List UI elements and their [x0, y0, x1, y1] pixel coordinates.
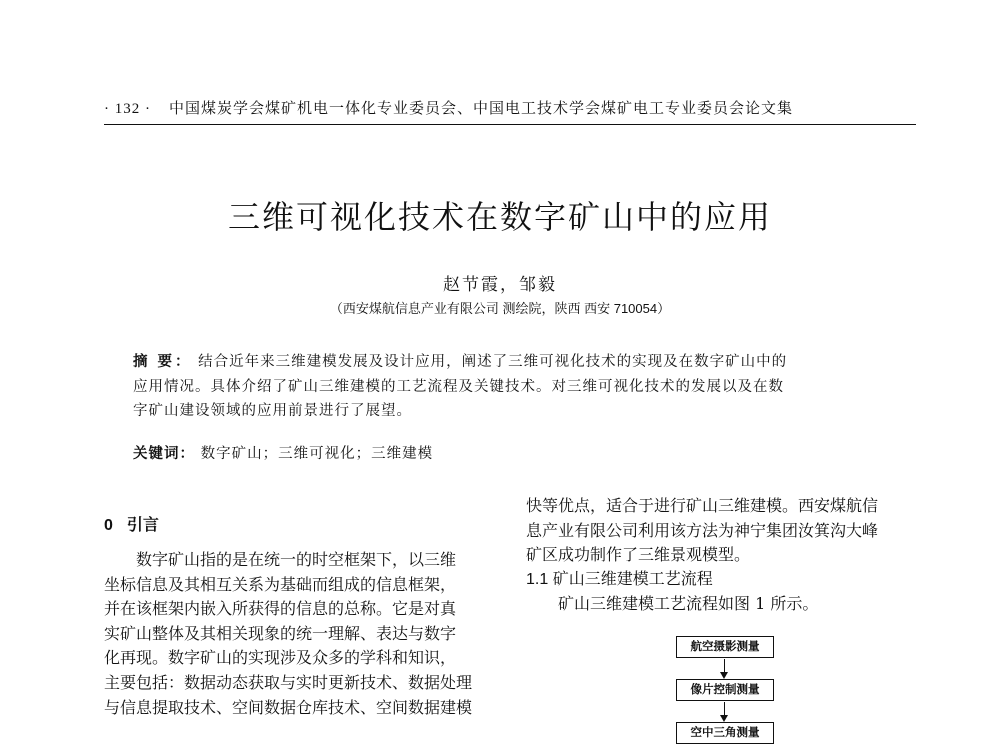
section-number: 0 [104, 517, 113, 534]
journal-title: 中国煤炭学会煤矿机电一体化专业委员会、中国电工技术学会煤矿电工专业委员会论文集 [169, 99, 794, 117]
abstract-line [133, 350, 893, 375]
abstract [133, 350, 893, 424]
paper-title: 三维可视化技术在数字矿山中的应用 [227, 198, 772, 236]
right-column [526, 494, 926, 617]
body-line: 主要包括：数据动态获取与实时更新技术、数据处理 [104, 672, 473, 692]
keywords-label: 关键词： [133, 446, 195, 462]
flowchart-step: 空中三角测量 [676, 722, 774, 744]
flowchart-arrow [724, 702, 725, 720]
subsection-heading: 1.1 矿山三维建模工艺流程 [526, 570, 713, 588]
body-line: 并在该框架内嵌入所获得的信息的总称。它是对真 [104, 599, 457, 619]
abstract-line: 字矿山建设领域的应用前景进行了展望。 [133, 403, 412, 419]
body-line: 实矿山整体及其相关现象的统一理解、表达与数字 [104, 623, 457, 643]
keywords [133, 442, 433, 463]
abstract-text: 结合近年来三维建模发展及设计应用，阐述了三维可视化技术的实现及在数字矿山中的 [198, 354, 788, 370]
page-number: · 132 · [104, 101, 151, 117]
flowchart-step: 像片控制测量 [676, 679, 774, 701]
body-line: 矿区成功制作了三维景观模型。 [526, 545, 751, 565]
running-header [104, 97, 916, 121]
section-heading [104, 512, 159, 535]
flowchart-step: 航空摄影测量 [676, 636, 774, 658]
body-line: 息产业有限公司利用该方法为神宁集团汝箕沟大峰 [526, 520, 879, 540]
body-line: 与信息提取技术、空间数据仓库技术、空间数据建模 [104, 697, 473, 717]
authors: 赵节霞，邹毅 [443, 275, 557, 295]
keywords-text: 数字矿山；三维可视化；三维建模 [200, 446, 434, 462]
body-line: 化再现。数字矿山的实现涉及众多的学科和知识， [104, 648, 457, 668]
left-column [104, 548, 494, 720]
affiliation: （西安煤航信息产业有限公司 测绘院，陕西 西安 710054） [329, 301, 671, 316]
flowchart-arrow [724, 659, 725, 677]
figure-reference: 矿山三维建模工艺流程如图 1 所示。 [558, 594, 819, 614]
abstract-label: 摘 要： [133, 354, 193, 370]
header-rule [104, 124, 916, 125]
section-title: 引言 [126, 517, 159, 534]
body-line: 坐标信息及其相互关系为基础而组成的信息框架， [104, 574, 457, 594]
abstract-line: 应用情况。具体介绍了矿山三维建模的工艺流程及关键技术。对三维可视化技术的发展以及在数 [133, 378, 784, 395]
body-line: 快等优点，适合于进行矿山三维建模。西安煤航信 [526, 496, 879, 515]
body-line: 数字矿山指的是在统一的时空框架下，以三维 [136, 550, 457, 569]
